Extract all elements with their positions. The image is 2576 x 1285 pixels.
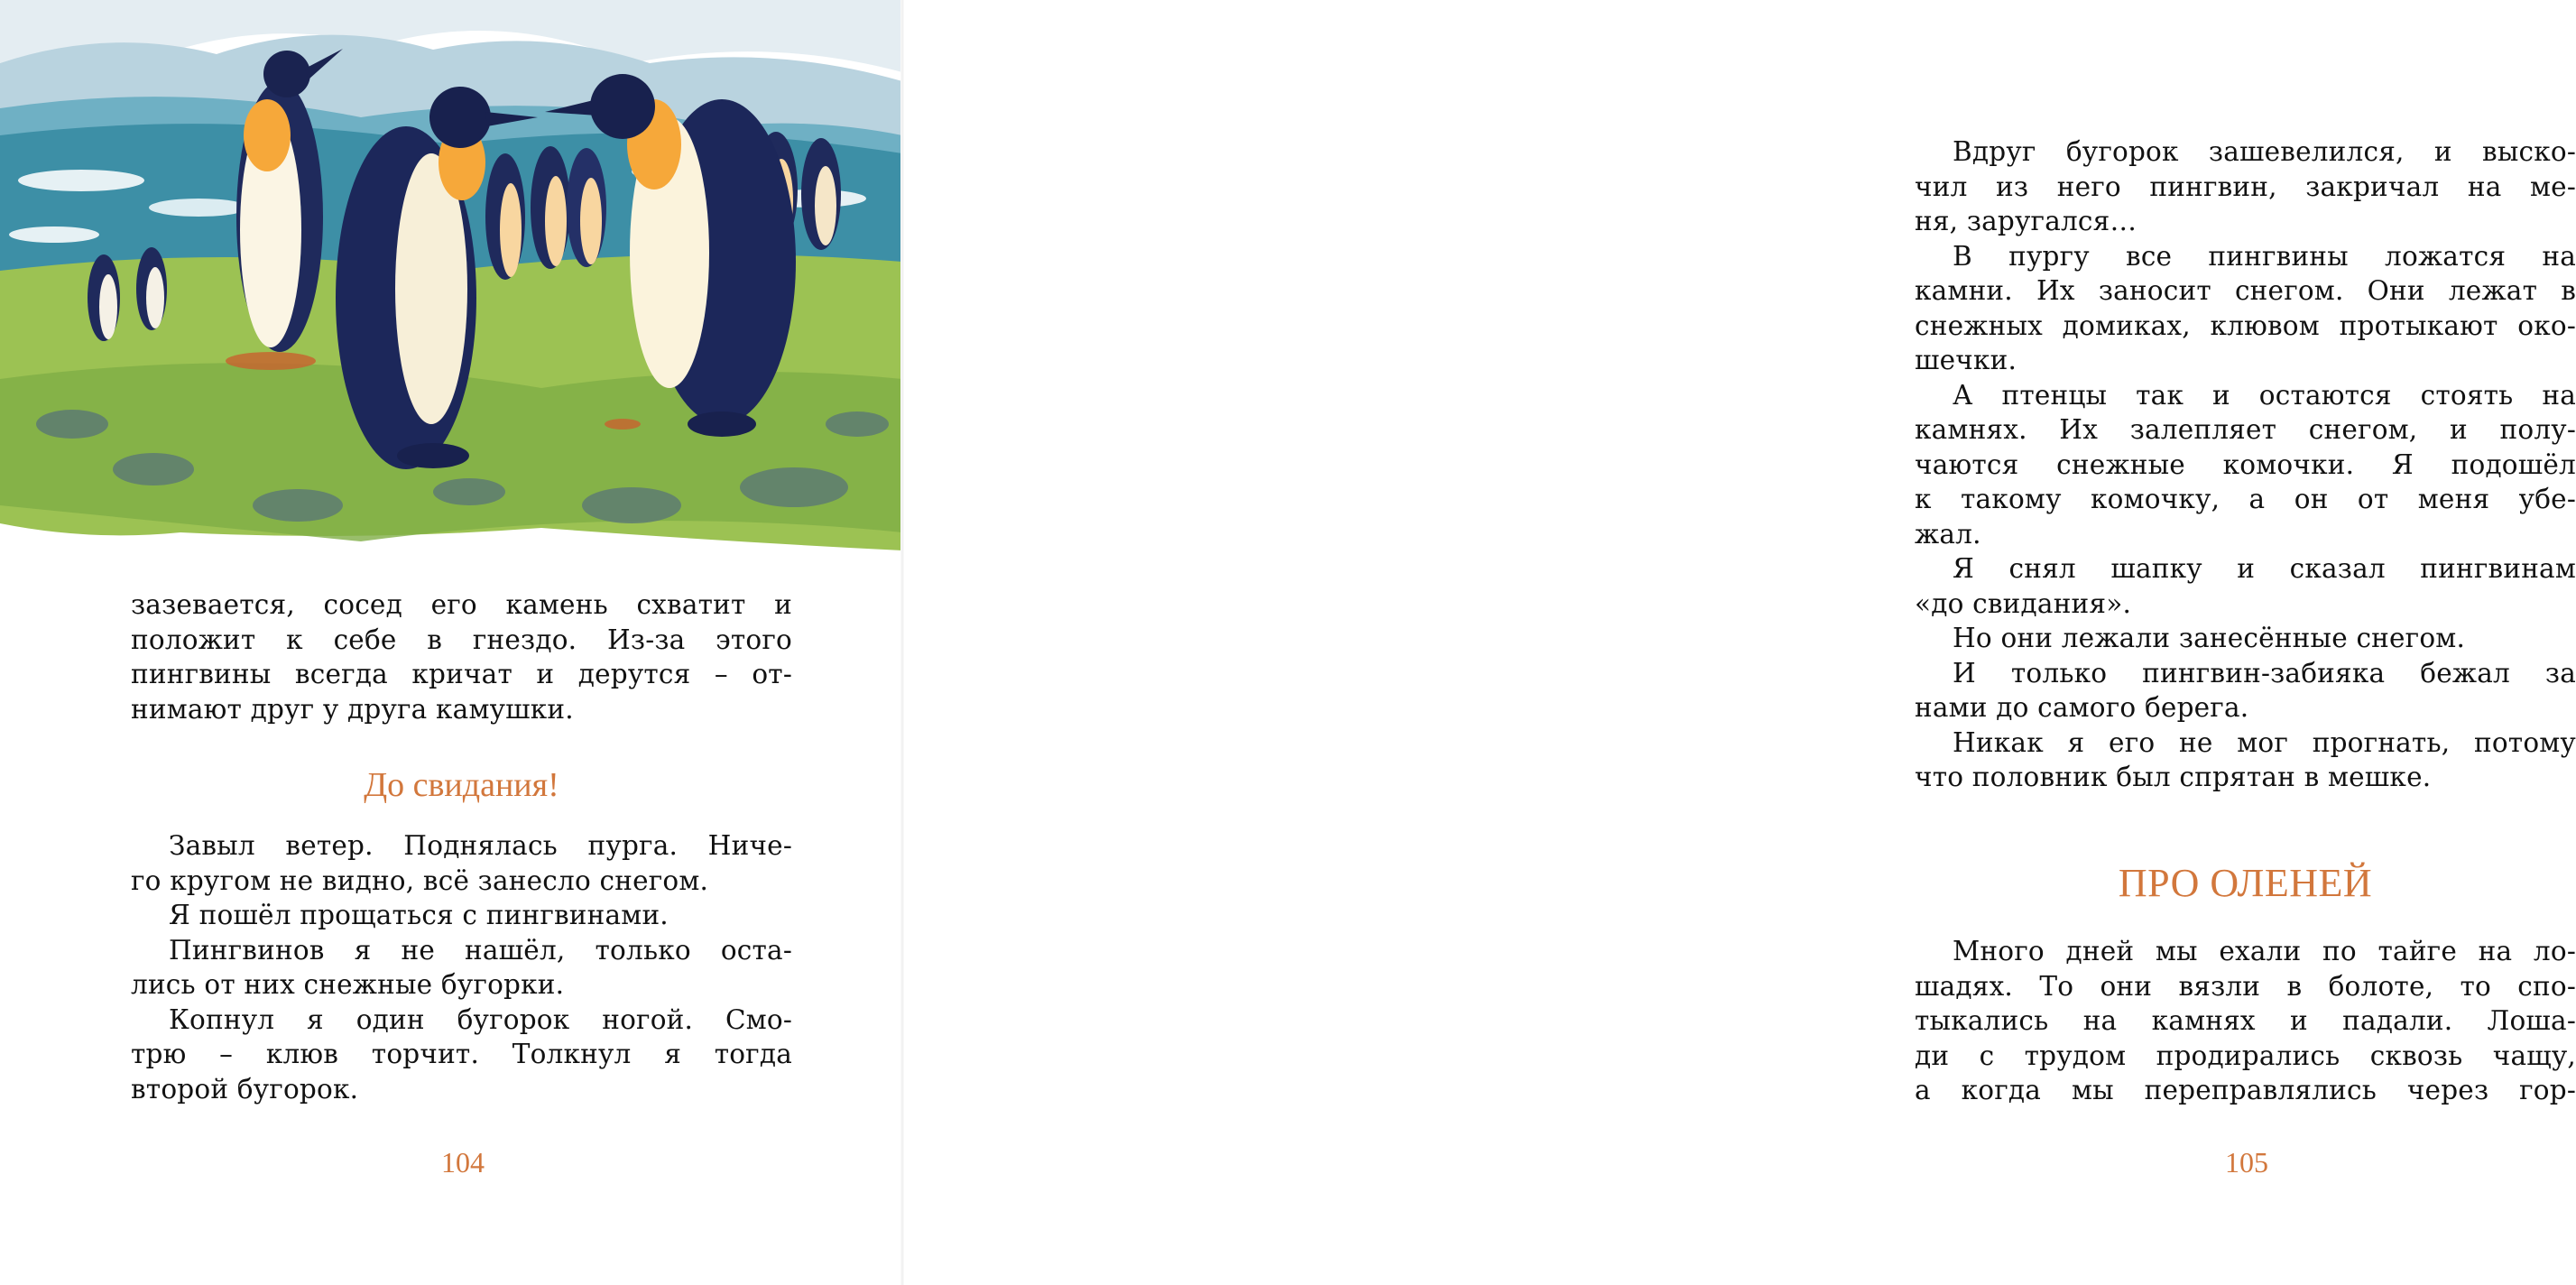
text-line: снежных домиках, клювом протыкают око- (1915, 310, 2576, 341)
text-line: Много дней мы ехали по тайге на ло- (1953, 936, 2576, 966)
text-line: Пингвинов я не нашёл, только оста- (169, 934, 792, 966)
paragraph-right-bottom (1915, 934, 2576, 1108)
text-line: го кругом не видно, всё занесло снегом. (131, 864, 709, 896)
text-line: чаются снежные комочки. Я подошёл (1915, 448, 2576, 480)
text-line: жал. (1915, 518, 1981, 550)
text-line: второй бугорок. (131, 1073, 359, 1105)
penguin-illustration (0, 0, 902, 550)
text-line: камни. Их заносит снегом. Они лежат в (1915, 275, 2576, 306)
text-line: Никак я его не мог прогнать, потому (1953, 726, 2576, 758)
page-number: 104 (441, 1146, 485, 1179)
text-line: а когда мы переправлялись через гор- (1915, 1075, 2576, 1105)
text-line: А птенцы так и остаются стоять на (1953, 379, 2576, 411)
text-line: нимают друг у друга камушки. (131, 693, 574, 725)
text-line: Но они лежали занесённые снегом. (1953, 623, 2466, 653)
text-line: что половник был спрятан в мешке. (1915, 762, 2432, 792)
text-line: Копнул я один бугорок ногой. Смо- (169, 1003, 792, 1035)
text-line: положит к себе в гнездо. Из-за этого (131, 624, 792, 655)
text-line: пингвины всегда кричат и дерутся – от- (131, 659, 792, 689)
left-page (0, 0, 902, 1285)
text-line: Я снял шапку и сказал пингвинам (1953, 553, 2576, 584)
text-line: ня, заругался… (1915, 206, 2137, 236)
text-line: нами до самого берега. (1915, 692, 2249, 723)
text-line: Завыл ветер. Поднялась пурга. Ниче- (169, 830, 792, 861)
page-number: 105 (2225, 1146, 2268, 1179)
text-line: шечки. (1915, 345, 2017, 375)
text-line: лись от них снежные бугорки. (131, 969, 565, 1000)
text-line: Я пошёл прощаться с пингвинами. (169, 900, 669, 930)
paragraph-right-top (1915, 134, 2576, 795)
right-page (902, 0, 2576, 1285)
text-line: зазевается, сосед его камень схватит и (131, 589, 792, 620)
paragraph-left-bottom (131, 828, 792, 1106)
text-line: тыкались на камнях и падали. Лоша- (1915, 1005, 2576, 1036)
text-line: ди с трудом продирались сквозь чащу, (1915, 1040, 2576, 1071)
text-line: В пургу все пингвины ложатся на (1953, 240, 2576, 272)
text-line: Вдруг бугорок зашевелился, и выско- (1953, 136, 2576, 167)
chapter-heading: ПРО ОЛЕНЕЙ (2118, 861, 2373, 905)
text-line: шадях. То они вязли в болоте, то спо- (1915, 970, 2576, 1002)
text-line: камнях. Их залепляет снегом, и полу- (1915, 414, 2576, 445)
chapter-heading: До свидания! (364, 766, 559, 804)
text-line: «до свидания». (1915, 587, 2132, 619)
text-line: чил из него пингвин, закричал на ме- (1915, 171, 2576, 202)
paragraph-left-top (131, 587, 792, 726)
text-line: к такому комочку, а он от меня убе- (1915, 484, 2576, 514)
text-line: И только пингвин-забияка бежал за (1953, 657, 2576, 689)
text-line: трю – клюв торчит. Толкнул я тогда (131, 1039, 792, 1069)
